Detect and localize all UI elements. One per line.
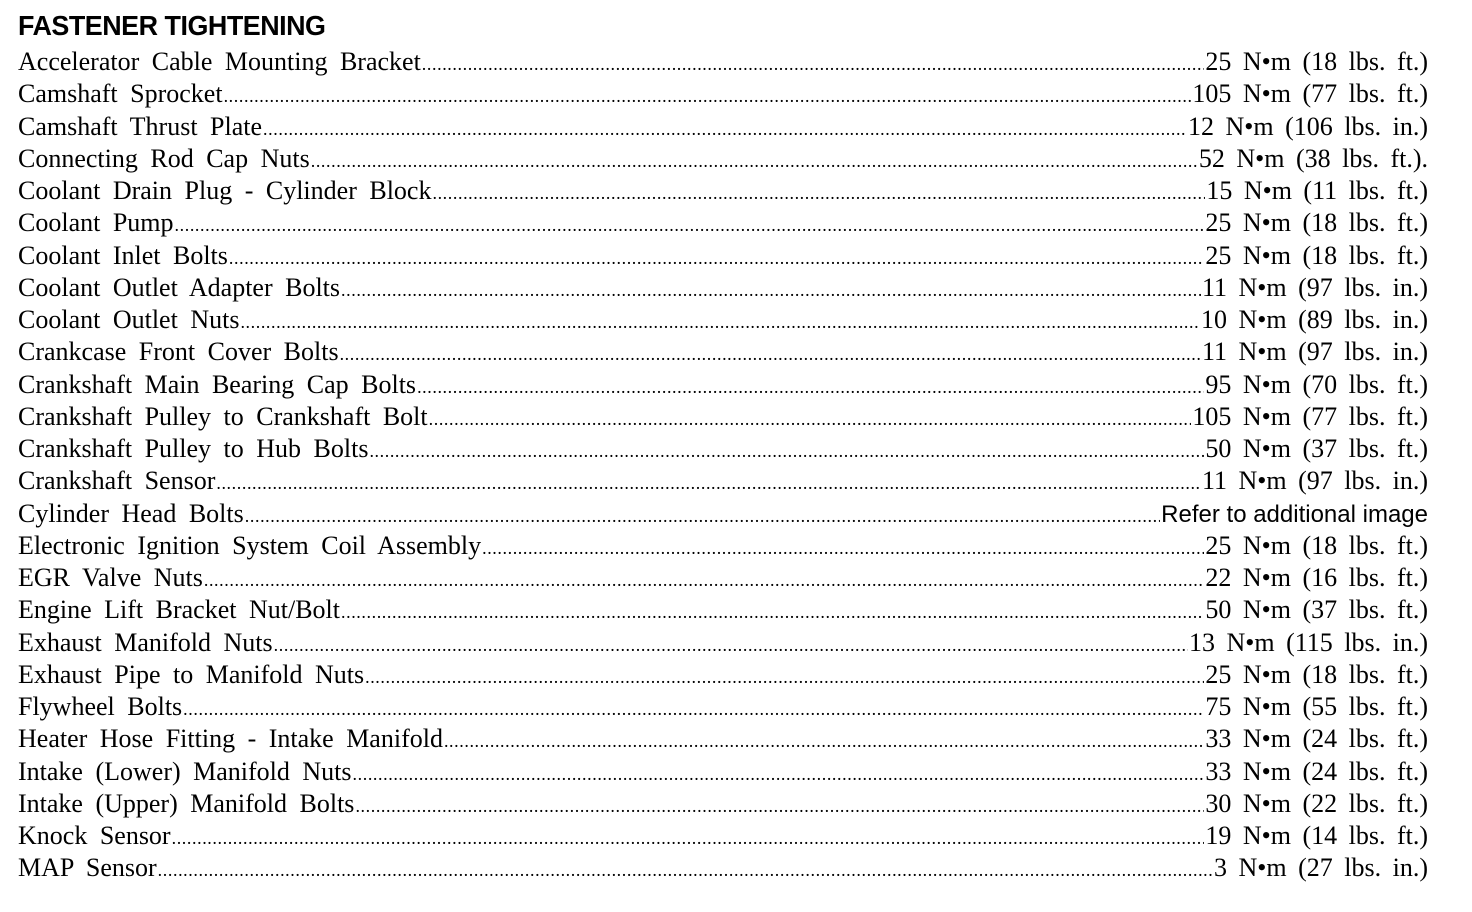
- torque-value: 15 N•m (11 lbs. ft.): [1206, 176, 1428, 205]
- spec-row: [18, 627, 1428, 659]
- fastener-name: Accelerator Cable Mounting Bracket: [18, 47, 421, 76]
- spec-page: [18, 6, 1428, 885]
- spec-row: [18, 78, 1428, 110]
- torque-value: 30 N•m (22 lbs. ft.): [1205, 788, 1428, 818]
- torque-value: 95 N•m (70 lbs. ft.): [1205, 369, 1428, 399]
- fastener-name: Coolant Inlet Bolts: [18, 240, 228, 270]
- fastener-name: Coolant Outlet Nuts: [18, 305, 240, 334]
- spec-row: [18, 465, 1428, 497]
- fastener-name: Camshaft Thrust Plate: [18, 111, 263, 141]
- spec-row: [18, 433, 1428, 465]
- dot-leader: [422, 48, 1205, 80]
- dot-leader: [355, 790, 1204, 822]
- fastener-name: Crankshaft Pulley to Hub Bolts: [18, 434, 369, 463]
- fastener-name: Crankshaft Main Bearing Cap Bolts: [18, 369, 417, 399]
- torque-value: 11 N•m (97 lbs. in.): [1201, 466, 1428, 496]
- spec-row: [18, 691, 1428, 723]
- spec-row: [18, 304, 1428, 336]
- dot-leader: [224, 80, 1192, 112]
- fastener-name: MAP Sensor: [18, 853, 157, 883]
- torque-value: 33 N•m (24 lbs. ft.): [1205, 756, 1428, 786]
- torque-value: 75 N•m (55 lbs. ft.): [1205, 692, 1428, 721]
- torque-value: 105 N•m (77 lbs. ft.): [1192, 401, 1428, 431]
- dot-leader: [340, 338, 1201, 370]
- spec-row: [18, 820, 1428, 852]
- dot-leader: [240, 306, 1200, 338]
- spec-row: [18, 756, 1428, 788]
- torque-value: 50 N•m (37 lbs. ft.): [1205, 595, 1428, 625]
- spec-row: [18, 723, 1428, 755]
- fastener-name: Exhaust Pipe to Manifold Nuts: [18, 659, 365, 689]
- torque-value: 52 N•m (38 lbs. ft.).: [1198, 143, 1428, 173]
- fastener-name: Engine Lift Bracket Nut/Bolt: [18, 595, 340, 625]
- spec-row: [18, 111, 1428, 143]
- dot-leader: [369, 435, 1204, 467]
- dot-leader: [229, 242, 1204, 274]
- dot-leader: [274, 629, 1188, 661]
- torque-value: Refer to additional image: [1161, 500, 1428, 528]
- dot-leader: [158, 854, 1213, 886]
- spec-row: [18, 46, 1428, 78]
- torque-value: 10 N•m (89 lbs. in.): [1201, 305, 1428, 334]
- fastener-name: Intake (Upper) Manifold Bolts: [18, 788, 355, 818]
- dot-leader: [341, 274, 1201, 306]
- torque-value: 12 N•m (106 lbs. in.): [1188, 111, 1428, 141]
- fastener-name: Cylinder Head Bolts: [18, 498, 244, 528]
- fastener-name: Coolant Outlet Adapter Bolts: [18, 272, 341, 302]
- spec-row: [18, 530, 1428, 562]
- fastener-name: Connecting Rod Cap Nuts: [18, 143, 310, 173]
- dot-leader: [183, 693, 1204, 725]
- dot-leader: [429, 403, 1192, 435]
- fastener-name: Flywheel Bolts: [18, 692, 183, 721]
- spec-row: [18, 852, 1428, 884]
- spec-row: [18, 336, 1428, 368]
- torque-value: 19 N•m (14 lbs. ft.): [1205, 821, 1428, 850]
- fastener-name: Heater Hose Fitting - Intake Manifold: [18, 724, 443, 754]
- torque-value: 11 N•m (97 lbs. in.): [1201, 272, 1428, 302]
- spec-row: [18, 594, 1428, 626]
- fastener-name: Knock Sensor: [18, 821, 171, 850]
- spec-row: [18, 498, 1428, 530]
- section-title: FASTENER TIGHTENING: [18, 10, 326, 41]
- torque-value: 33 N•m (24 lbs. ft.): [1205, 724, 1428, 754]
- dot-leader: [432, 177, 1205, 209]
- spec-row: [18, 272, 1428, 304]
- dot-leader: [204, 564, 1204, 596]
- spec-row: [18, 143, 1428, 175]
- torque-value: 22 N•m (16 lbs. ft.): [1205, 563, 1428, 592]
- dot-leader: [311, 145, 1198, 177]
- fastener-name: Coolant Drain Plug - Cylinder Block: [18, 176, 432, 205]
- torque-value: 50 N•m (37 lbs. ft.): [1205, 434, 1428, 463]
- spec-row: [18, 659, 1428, 691]
- torque-value: 25 N•m (18 lbs. ft.): [1205, 208, 1428, 238]
- dot-leader: [245, 500, 1160, 532]
- torque-value: 25 N•m (18 lbs. ft.): [1205, 530, 1428, 560]
- dot-leader: [341, 596, 1204, 628]
- dot-leader: [444, 725, 1204, 757]
- spec-row: [18, 401, 1428, 433]
- fastener-name: Exhaust Manifold Nuts: [18, 627, 273, 657]
- torque-value: 3 N•m (27 lbs. in.): [1214, 853, 1428, 883]
- torque-value: 25 N•m (18 lbs. ft.): [1205, 240, 1428, 270]
- torque-value: 13 N•m (115 lbs. in.): [1188, 627, 1428, 657]
- dot-leader: [417, 371, 1204, 403]
- fastener-name: Crankcase Front Cover Bolts: [18, 337, 339, 367]
- dot-leader: [172, 822, 1205, 854]
- fastener-name: Crankshaft Pulley to Crankshaft Bolt: [18, 401, 428, 431]
- dot-leader: [175, 209, 1205, 241]
- fastener-name: Crankshaft Sensor: [18, 466, 216, 496]
- spec-row: [18, 207, 1428, 239]
- fastener-name: Electronic Ignition System Coil Assembly: [18, 530, 482, 560]
- fastener-name: Coolant Pump: [18, 208, 174, 238]
- spec-row: [18, 175, 1428, 207]
- torque-spec-list: [18, 46, 1428, 885]
- dot-leader: [216, 467, 1201, 499]
- torque-value: 105 N•m (77 lbs. ft.): [1192, 79, 1428, 109]
- spec-row: [18, 562, 1428, 594]
- dot-leader: [263, 113, 1187, 145]
- torque-value: 25 N•m (18 lbs. ft.): [1205, 659, 1428, 689]
- fastener-name: EGR Valve Nuts: [18, 563, 203, 592]
- dot-leader: [353, 758, 1205, 790]
- fastener-name: Camshaft Sprocket: [18, 79, 223, 109]
- dot-leader: [365, 661, 1204, 693]
- dot-leader: [482, 532, 1204, 564]
- spec-row: [18, 240, 1428, 272]
- spec-row: [18, 788, 1428, 820]
- spec-row: [18, 369, 1428, 401]
- torque-value: 25 N•m (18 lbs. ft.): [1205, 47, 1428, 76]
- torque-value: 11 N•m (97 lbs. in.): [1201, 337, 1428, 367]
- fastener-name: Intake (Lower) Manifold Nuts: [18, 756, 352, 786]
